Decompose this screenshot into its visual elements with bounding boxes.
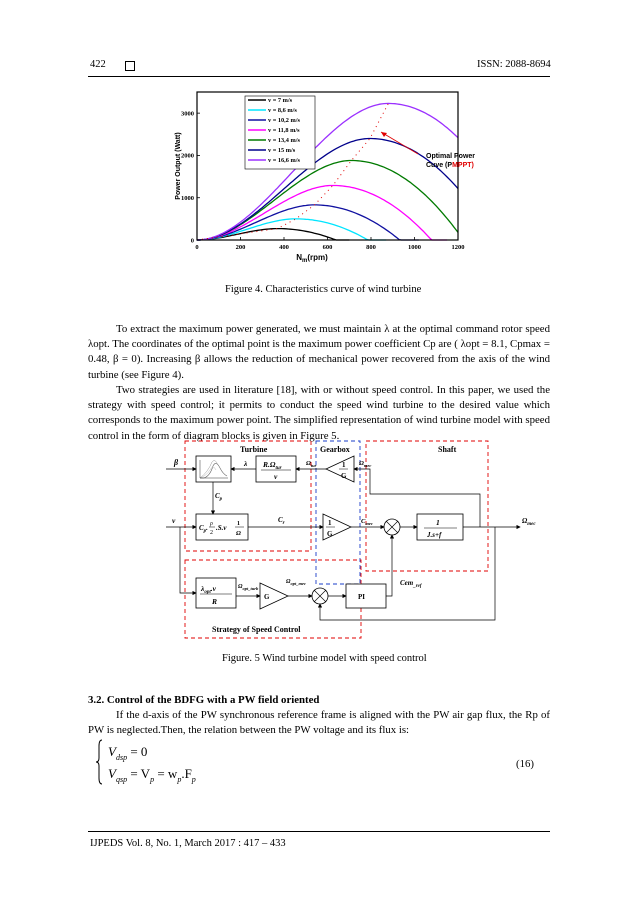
x-tick-label: 1000: [408, 244, 421, 251]
gain-top-G: G: [341, 472, 347, 480]
signal-omega-mec-top: $\Omega_{mec}$: [359, 460, 372, 468]
legend-entry: v = 11,8 m/s: [268, 127, 300, 134]
legend-entry: v = 10,2 m/s: [268, 117, 300, 124]
section-title: 3.2. Control of the BDFG with a PW field oriented: [88, 694, 320, 706]
signal-omega-opt-turb: $\Omega_{opt\_turb}$: [238, 584, 259, 591]
inertia-one: 1: [436, 518, 440, 527]
legend-entry: v = 13,4 m/s: [268, 137, 300, 144]
block-R: R: [212, 597, 218, 606]
header-square-icon: [125, 61, 135, 71]
signal-lambda: λ: [244, 459, 248, 468]
inertia-den: J.s+f: [427, 531, 442, 539]
figure4-chart: [170, 88, 476, 270]
legend-entry: v = 7 m/s: [268, 97, 293, 104]
eq-line1: $V_{dsp} = 0$: [108, 744, 148, 762]
gain-top-one: 1: [342, 461, 346, 469]
page-number: 422: [90, 59, 106, 70]
x-tick-label: 400: [279, 244, 289, 251]
figure5-diagram: [160, 432, 550, 644]
y-tick-label: 2000: [181, 152, 194, 160]
block-v: v: [274, 472, 278, 481]
header-rule: [88, 76, 550, 77]
strategy-label: Strategy of Speed Control: [212, 625, 301, 634]
paragraph-1: To extract the maximum power generated, we must maintain λ at the optimal command rotor speed λopt. The coordinates of the optimal point is the maximum power coefficient Cp are ( λopt = 8.1, Cpmax = 0.48, β = 0). Increasing β allows the reduction of mechanical power recovered from the axis of the wind turbine (see Figure 4).: [88, 323, 550, 381]
x-tick-label: 200: [235, 244, 246, 251]
x-tick-label: 0: [195, 244, 199, 251]
series-line: [197, 161, 458, 241]
equation-16: [96, 738, 266, 786]
signal-cem-ref: Cem$_{\_ref}$: [400, 579, 422, 589]
turbine-label: Turbine: [240, 445, 268, 454]
equation-number: (16): [516, 758, 534, 770]
block-cp-formula: $C_p$.: [199, 524, 208, 534]
signal-beta: β: [174, 458, 179, 467]
block-sv: .S.v: [216, 524, 227, 532]
signal-v: v: [172, 516, 176, 525]
annotation-arrow: [381, 132, 418, 154]
x-tick-label: 1200: [451, 244, 465, 251]
legend-entry: v = 15 m/s: [268, 147, 296, 154]
block-two: 2: [210, 530, 213, 536]
block-lambda-opt: $\lambda_{opt}.v$: [201, 584, 216, 595]
series-line: [197, 103, 458, 240]
y-axis-label: Power Output (Watt): [175, 132, 182, 200]
footer-journal: IJPEDS Vol. 8, No. 1, March 2017 : 417 – 433: [90, 838, 286, 849]
gearbox-label: Gearbox: [320, 445, 350, 454]
signal-cr: $C_r$: [278, 516, 285, 526]
annotation-arrowhead: [381, 132, 387, 137]
signal-omega-tur: $\Omega_{tur}$: [306, 460, 317, 468]
y-tick-label: 0: [190, 237, 194, 245]
block-rho: ρ: [210, 521, 213, 527]
legend-entry: v = 8,6 m/s: [268, 107, 297, 114]
signal-omega-opt-mec: $\Omega_{opt\_mec}$: [286, 579, 306, 586]
y-tick-label: 1000: [181, 195, 194, 203]
shaft-region: [366, 441, 488, 571]
block-r-omega: $R.\Omega_{tur}$: [263, 460, 282, 471]
paragraph-2: Two strategies are used in literature [18], with or without speed control. In this paper, we used the strategy with speed control; it permits to conduct the speed wind turbine to the desired value which corresponds to the maximum power point. The simplified representation of wind turbine model with speed control in the form of diagram blocks is given in Figure 5.: [88, 384, 550, 442]
shaft-label: Shaft: [438, 445, 457, 454]
gain-bottom-G: G: [264, 593, 270, 601]
gain-mid-one: 1: [328, 519, 332, 527]
figure5-caption: Figure. 5 Wind turbine model with speed control: [222, 653, 427, 664]
gain-mid-G: G: [327, 530, 333, 538]
pi-label: PI: [358, 593, 365, 601]
figure4-caption: Figure 4. Characteristics curve of wind turbine: [225, 284, 422, 295]
footer-rule: [88, 831, 550, 832]
paragraph-3: If the d-axis of the PW synchronous reference frame is aligned with the PW air gap flux, the Rp of PW is neglected.Then, the relation between the PW voltage and its flux is:: [88, 709, 550, 737]
issn: ISSN: 2088-8694: [477, 59, 551, 70]
annotation-line1: Optimal Power: [426, 153, 476, 160]
pi-block: [346, 584, 386, 608]
x-axis-label: $N_m(rpm)$: [296, 253, 328, 264]
signal-omega-mec-out: $\Omega_{mec}$: [522, 517, 536, 527]
annotation-line2: Cuve (PMPPT): [426, 162, 474, 169]
signal-cmec: $C_{mec}$: [361, 518, 373, 526]
x-tick-label: 600: [322, 244, 333, 251]
signal-cp: $C_p$: [215, 492, 223, 502]
block-omega: Ω: [236, 530, 241, 537]
legend-entry: v = 16,6 m/s: [268, 157, 300, 164]
eq-line2: $V_{qsp} = V_p = w_p.F_p$: [108, 766, 196, 784]
x-tick-label: 800: [366, 244, 376, 251]
y-tick-label: 3000: [181, 110, 194, 118]
block-one-a: 1: [237, 521, 240, 527]
